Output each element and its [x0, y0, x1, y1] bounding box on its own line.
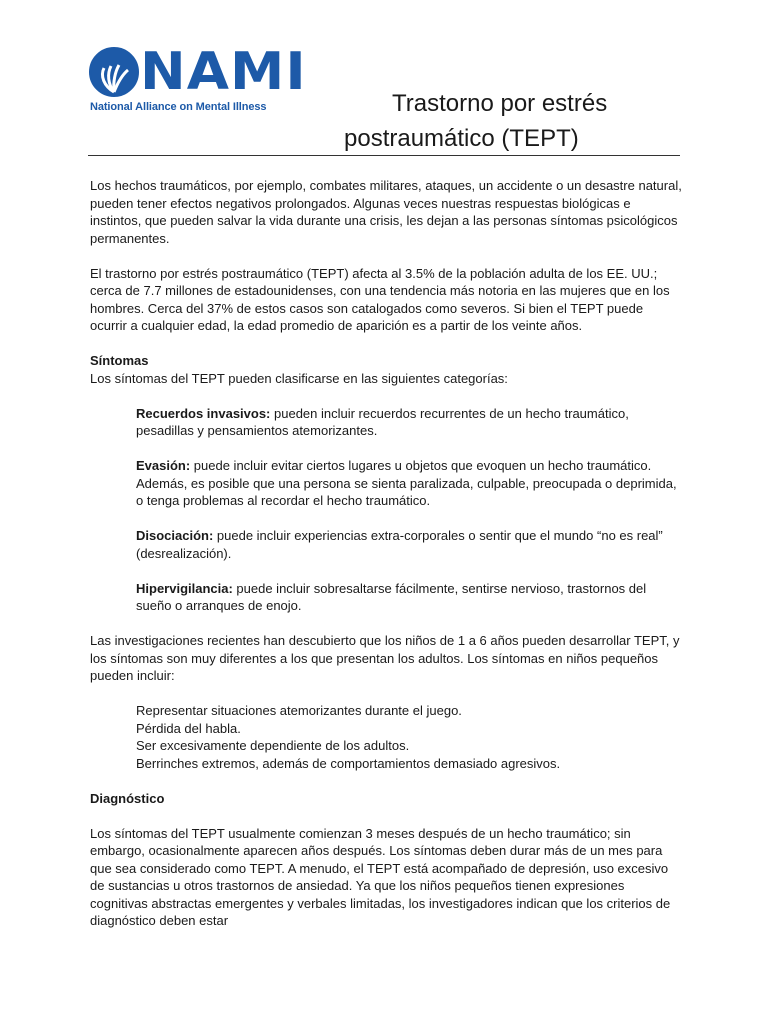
symptom-term: Hipervigilancia:: [136, 580, 233, 596]
page-title: [344, 86, 674, 156]
logo-tagline: National Alliance on Mental Illness: [90, 101, 267, 113]
logo-wordmark: NAMI: [140, 42, 307, 102]
symptom-term: Disociación:: [136, 528, 214, 543]
symptom-text: puede incluir evitar ciertos lugares u objetos que evoquen un hecho traumático. Además, es posible que una persona se sienta paralizada, culpable, preocupada o deprimida, o tenga problemas al recordar el hecho traumático.: [136, 458, 677, 508]
diagnosis-heading: Diagnóstico: [90, 790, 165, 806]
symptom-term: Recuerdos invasivos:: [136, 405, 271, 421]
document-body: [90, 177, 682, 947]
title-line-2: postraumático (TEPT): [344, 125, 579, 152]
diagnosis-paragraph: Los síntomas del TEPT usualmente comienzan 3 meses después de un hecho traumático; sin embargo, ocasionalmente aparecen años después. Los síntomas deben durar más de un mes para que sea considerado como TEPT. A menudo, el TEPT está acompañado de depresión, uso excesivo de sustancias u otros trastornos de ansiedad. Ya que los niños pequeños tienen expresiones cognitivas abstractas emergentes y verbales limitadas, los investigadores indican que los criterios de diagnóstico deben estar: [90, 825, 671, 928]
list-item: Ser excesivamente dependiente de los adultos.: [136, 738, 410, 753]
prevalence-paragraph: El trastorno por estrés postraumático (TEPT) afecta al 3.5% de la población adulta de los EE. UU.; cerca de 7.7 millones de estadounidenses, con una tendencia más notoria en las mujeres que en los hombres. Cerca del 37% de estos casos son catalogados como severos. Si bien el TEPT puede ocurrir a cualquier edad, la edad promedio de aparición es a partir de los veinte años.: [90, 265, 670, 333]
title-divider: [88, 155, 680, 156]
symptom-item: [136, 580, 682, 615]
symptoms-heading: Síntomas: [90, 353, 149, 368]
list-item: Representar situaciones atemorizantes durante el juego.: [136, 703, 462, 718]
list-item: Berrinches extremos, además de comportamientos demasiado agresivos.: [136, 755, 561, 771]
intro-paragraph: Los hechos traumáticos, por ejemplo, combates militares, ataques, un accidente o un desastre natural, pueden tener efectos negativos prolongados. Algunas veces nuestras respuestas biológicas e instintos, que pueden salvar la vida durante una crisis, les dejan a las personas síntomas psicológicos permanentes.: [90, 178, 682, 246]
symptom-text: puede incluir sobresaltarse fácilmente, sentirse nervioso, trastornos del sueño o arranques de enojo.: [136, 580, 647, 613]
symptom-item: [136, 405, 682, 440]
list-item: Pérdida del habla.: [136, 720, 241, 736]
symptoms-intro: Los síntomas del TEPT pueden clasificarse en las siguientes categorías:: [90, 370, 508, 386]
symptom-text: puede incluir experiencias extra-corporales o sentir que el mundo “no es real” (desrealización).: [136, 528, 663, 561]
symptom-text: pueden incluir recuerdos recurrentes de un hecho traumático, pesadillas y pensamientos atemorizantes.: [136, 405, 629, 438]
nami-logo: [88, 42, 307, 116]
symptom-term: Evasión:: [136, 458, 191, 473]
nami-swirl-icon: [88, 46, 140, 98]
symptom-item: [136, 527, 682, 562]
symptoms-list: [90, 405, 682, 615]
children-paragraph: Las investigaciones recientes han descubierto que los niños de 1 a 6 años pueden desarrollar TEPT, y los síntomas son muy diferentes a los que presentan los adultos. Los síntomas en niños pequeños pueden incluir:: [90, 633, 680, 683]
children-symptoms-list: [90, 702, 682, 772]
symptom-item: [136, 457, 682, 510]
title-line-1: Trastorno por estrés: [392, 90, 608, 117]
